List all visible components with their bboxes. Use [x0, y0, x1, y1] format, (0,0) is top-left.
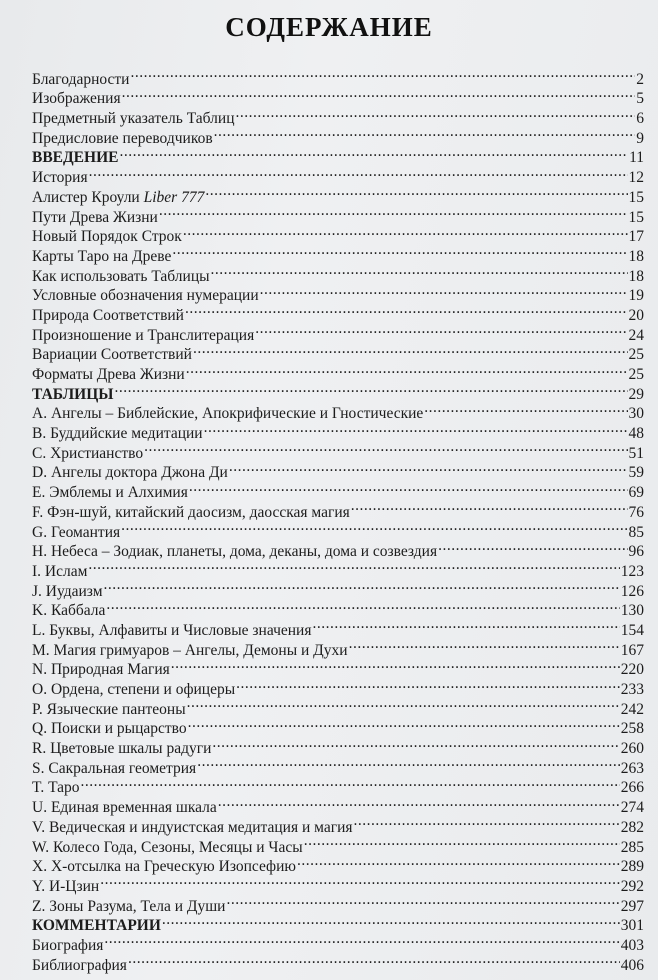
- toc-entry-title: M. Магия гримуаров – Ангелы, Демоны и Духи: [32, 641, 348, 659]
- toc-page-number: 25: [628, 346, 644, 364]
- toc-page-number: 292: [620, 877, 644, 895]
- dot-leader: [229, 458, 628, 478]
- toc-entry-title: Биография: [32, 936, 104, 954]
- toc-page-number: 29: [628, 385, 644, 403]
- toc-entry-title: L. Буквы, Алфавиты и Числовые значения: [32, 621, 312, 639]
- toc-page-number: 220: [620, 661, 644, 679]
- toc-entry-title: F. Фэн-шуй, китайский даосизм, даосская магия: [32, 503, 350, 521]
- toc-entry: [32, 84, 644, 108]
- dot-leader: [128, 950, 620, 970]
- toc-page-number: 96: [628, 543, 644, 561]
- toc-entry-title: Вариации Соответствий: [32, 346, 192, 364]
- toc-page-number: 9: [636, 129, 644, 147]
- toc-page-number: 282: [620, 818, 644, 836]
- toc-page-number: 2: [636, 70, 644, 88]
- toc-entry: [32, 576, 644, 600]
- toc-page-number: 20: [628, 306, 644, 324]
- toc-entry-title: Предисловие переводчиков: [32, 129, 213, 147]
- dot-leader: [226, 891, 619, 911]
- toc-page-number: 30: [628, 405, 644, 423]
- toc-entry-title: Пути Древа Жизни: [32, 208, 158, 226]
- toc-entry-title: Карты Таро на Древе: [32, 247, 172, 265]
- dot-leader: [186, 359, 628, 379]
- toc-entry-title: Природа Соответствий: [32, 306, 184, 324]
- toc-page-number: 17: [628, 228, 644, 246]
- toc-page-number: 242: [620, 700, 644, 718]
- toc-page-number: 18: [628, 267, 644, 285]
- toc-entry-title: ТАБЛИЦЫ: [32, 385, 114, 403]
- dot-leader: [312, 615, 619, 635]
- toc-page-number: 24: [628, 326, 644, 344]
- dot-leader: [88, 556, 619, 576]
- toc-entry: [32, 930, 644, 954]
- toc-entry-title: Условные обозначения нумерации: [32, 287, 259, 305]
- dot-leader: [121, 517, 627, 537]
- dot-leader: [104, 930, 619, 950]
- toc-entry-title: T. Таро: [32, 779, 80, 797]
- toc-entry-title: История: [32, 169, 88, 187]
- toc-page-number: 266: [620, 779, 644, 797]
- toc-entry-title: X. X-отсылка на Греческую Изопсефию: [32, 858, 296, 876]
- dot-leader: [297, 852, 620, 872]
- toc-entry-title: Y. И-Цзин: [32, 877, 100, 895]
- toc-entry-title: КОММЕНТАРИИ: [32, 917, 161, 935]
- toc-entry-title: Форматы Древа Жизни: [32, 366, 185, 383]
- dot-leader: [193, 340, 628, 360]
- dot-leader: [115, 379, 628, 399]
- dot-leader: [304, 832, 620, 852]
- toc-page-number: 51: [628, 444, 644, 462]
- dot-leader: [100, 871, 620, 891]
- dot-leader: [189, 477, 628, 497]
- dot-leader: [197, 753, 620, 773]
- toc-page-number: 6: [636, 110, 644, 128]
- toc-entry: [32, 792, 644, 817]
- toc-page-number: 76: [628, 503, 644, 521]
- toc-page-number: 406: [620, 956, 644, 974]
- dot-leader: [122, 84, 636, 104]
- dot-leader: [424, 399, 627, 419]
- toc-entry-title: I. Ислам: [32, 562, 88, 580]
- toc-entry: [32, 182, 644, 206]
- toc-page-number: 403: [620, 936, 644, 954]
- dot-leader: [106, 596, 619, 616]
- table-of-contents: [32, 64, 644, 974]
- dot-leader: [236, 674, 620, 694]
- toc-page-number: 289: [620, 858, 644, 876]
- dot-leader: [218, 792, 620, 812]
- dot-leader: [104, 576, 620, 596]
- toc-entry: [32, 537, 644, 561]
- toc-entry-title: P. Языческие пантеоны: [32, 700, 186, 718]
- toc-page-number: 15: [628, 188, 644, 206]
- toc-entry-title: A. Ангелы – Библейские, Апокрифические и Гностические: [32, 405, 424, 423]
- dot-leader: [81, 773, 620, 793]
- toc-entry-title: D. Ангелы доктора Джона Ди: [32, 464, 228, 482]
- dot-leader: [349, 635, 620, 655]
- dot-leader: [159, 202, 628, 222]
- toc-entry-title: Новый Порядок Строк: [32, 228, 182, 246]
- toc-page-number: 263: [620, 759, 644, 777]
- dot-leader: [351, 497, 628, 517]
- page-title: СОДЕРЖАНИЕ: [225, 12, 433, 42]
- toc-entry-title: U. Единая временная шкала: [32, 799, 217, 817]
- toc-page-number: 25: [628, 366, 644, 383]
- toc-page-number: 258: [620, 720, 644, 738]
- dot-leader: [144, 438, 627, 458]
- dot-leader: [89, 162, 628, 182]
- toc-entry-title: C. Христианство: [32, 444, 144, 462]
- toc-page-number: 154: [620, 621, 644, 639]
- toc-entry-title: K. Каббала: [32, 602, 106, 620]
- toc-page-number: 126: [620, 582, 644, 600]
- toc-page-number: 260: [620, 740, 644, 758]
- toc-entry: [32, 64, 644, 88]
- toc-entry: [32, 556, 644, 580]
- toc-page-number: 285: [620, 838, 644, 856]
- toc-entry-title: W. Колесо Года, Сезоны, Месяцы и Часы: [32, 838, 303, 856]
- toc-page-number: 11: [629, 149, 644, 167]
- dot-leader: [187, 694, 620, 714]
- dot-leader: [214, 123, 636, 143]
- toc-page-number: 15: [628, 208, 644, 226]
- toc-entry: [32, 871, 644, 895]
- toc-entry: [32, 615, 644, 639]
- toc-entry-title: B. Буддийские медитации: [32, 425, 203, 443]
- toc-page-number: 85: [628, 523, 644, 541]
- toc-page-number: 5: [636, 90, 644, 108]
- dot-leader: [204, 418, 628, 438]
- toc-entry-title: Библиография: [32, 956, 127, 974]
- dot-leader: [255, 320, 627, 340]
- toc-page-number: 69: [628, 484, 644, 502]
- dot-leader: [354, 812, 620, 832]
- toc-page-number: 59: [628, 464, 644, 482]
- toc-entry-title: ВВЕДЕНИЕ: [32, 149, 119, 167]
- toc-entry-title: J. Иудаизм: [32, 582, 103, 600]
- toc-entry: [32, 891, 644, 915]
- toc-entry-title: V. Ведическая и индуистская медитация и магия: [32, 818, 353, 836]
- toc-entry-title: E. Эмблемы и Алхимия: [32, 484, 188, 502]
- dot-leader: [236, 103, 636, 123]
- toc-page-number: 301: [620, 917, 644, 935]
- toc-entry-title: O. Ордена, степени и офицеры: [32, 681, 236, 698]
- toc-entry: [32, 379, 644, 403]
- toc-entry: [32, 399, 644, 423]
- toc-entry: [32, 773, 644, 797]
- toc-entry: [32, 517, 644, 541]
- toc-page-number: 18: [628, 247, 644, 265]
- toc-entry-title: Предметный указатель Таблиц: [32, 110, 235, 128]
- toc-page-number: 123: [620, 562, 644, 580]
- toc-entry-title: S. Сакральная геометрия: [32, 759, 197, 777]
- toc-entry: [32, 143, 644, 167]
- toc-page-number: 12: [628, 169, 644, 187]
- toc-entry-title: Алистер Кроули Liber 777: [32, 188, 205, 206]
- toc-entry-title: Q. Поиски и рыцарство: [32, 720, 187, 738]
- toc-entry-title: Благодарности: [32, 70, 130, 88]
- dot-leader: [212, 733, 619, 753]
- toc-entry-title: G. Геомантия: [32, 523, 121, 541]
- toc-page-number: 233: [620, 681, 644, 698]
- dot-leader: [130, 64, 635, 84]
- toc-entry-title: Произношение и Транслитерация: [32, 326, 255, 344]
- dot-leader: [172, 241, 627, 261]
- toc-entry-title: R. Цветовые шкалы радуги: [32, 740, 212, 758]
- dot-leader: [260, 281, 628, 301]
- dot-leader: [171, 655, 620, 675]
- toc-entry-title: N. Природная Магия: [32, 661, 170, 679]
- toc-page-number: 19: [628, 287, 644, 305]
- toc-entry: [32, 162, 644, 187]
- toc-page-number: 48: [628, 425, 644, 443]
- toc-entry: [32, 950, 644, 974]
- dot-leader: [119, 143, 628, 163]
- toc-entry-title: Z. Зоны Разума, Тела и Души: [32, 897, 226, 915]
- toc-entry: [32, 596, 644, 620]
- dot-leader: [438, 537, 627, 557]
- toc-page-number: 297: [620, 897, 644, 915]
- dot-leader: [183, 222, 628, 242]
- dot-leader: [188, 714, 620, 734]
- toc-page-number: 167: [620, 641, 644, 659]
- toc-page-number: 274: [620, 799, 644, 817]
- dot-leader: [205, 182, 627, 202]
- dot-leader: [211, 261, 628, 281]
- dot-leader: [185, 300, 628, 320]
- toc-entry-title: Как использовать Таблицы: [32, 267, 210, 285]
- toc-entry-title: Изображения: [32, 90, 121, 108]
- toc-page-number: 130: [620, 602, 644, 620]
- dot-leader: [162, 911, 620, 931]
- toc-entry: [32, 103, 644, 128]
- toc-entry-title: H. Небеса – Зодиак, планеты, дома, деканы, дома и созвездия: [32, 543, 438, 561]
